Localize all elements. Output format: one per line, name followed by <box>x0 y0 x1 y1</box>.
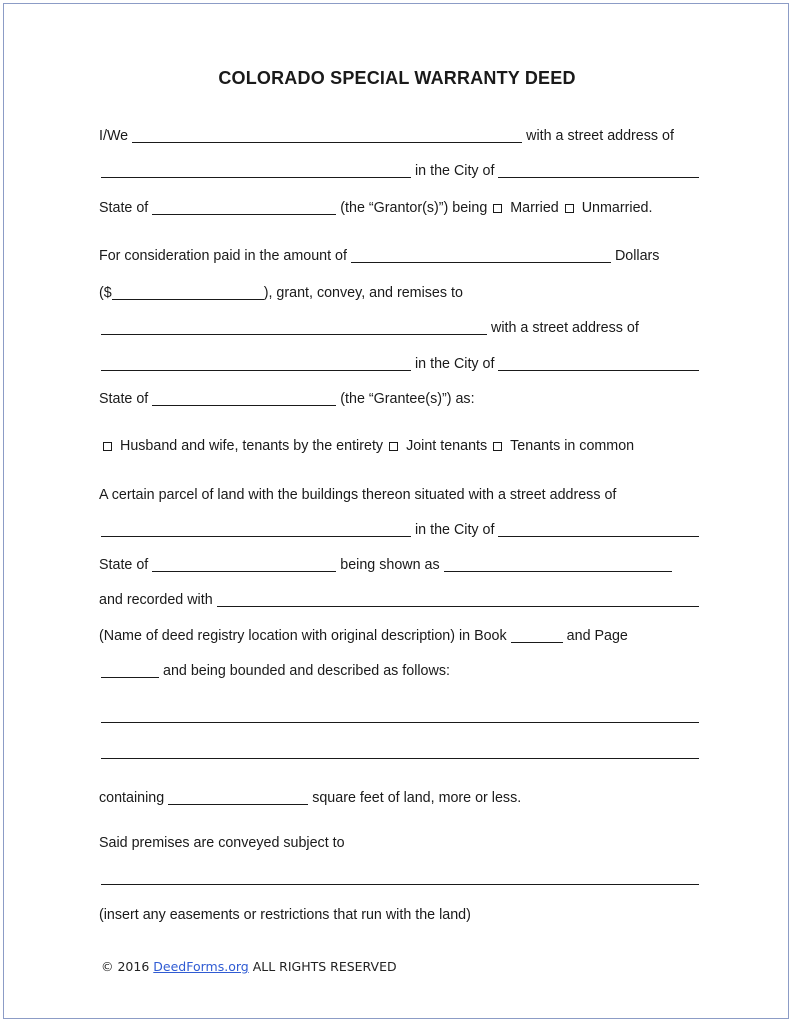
tenants-common-label: Tenants in common <box>510 438 635 454</box>
parcel-intro-text: A certain parcel of land with the buildings thereon situated with a street address of <box>99 487 617 503</box>
being-shown-field[interactable] <box>444 557 672 572</box>
grantee-street-field[interactable] <box>101 356 411 371</box>
grantor-city-field[interactable] <box>498 163 699 178</box>
parcel-state-label: State of <box>99 557 149 573</box>
married-checkbox[interactable] <box>493 204 502 213</box>
consideration-amount-field[interactable] <box>351 248 611 263</box>
grantee-city-label: in the City of <box>415 356 495 372</box>
and-page-label: and Page <box>566 628 628 644</box>
description-line-2[interactable] <box>101 758 699 759</box>
consideration-label: For consideration paid in the amount of <box>99 248 347 264</box>
registry-line <box>99 627 699 645</box>
grantee-name-field[interactable] <box>101 320 487 335</box>
grantee-state-line <box>99 390 699 408</box>
footer <box>101 959 397 974</box>
easements-note-line <box>99 906 699 924</box>
easements-note: (insert any easements or restrictions that run with the land) <box>99 907 471 923</box>
grantor-name-field[interactable] <box>132 128 522 143</box>
grantee-address-line <box>99 355 699 373</box>
document-title: COLORADO SPECIAL WARRANTY DEED <box>218 68 576 88</box>
city-label: in the City of <box>415 163 495 179</box>
registry-text: (Name of deed registry location with original description) in Book <box>99 628 507 644</box>
parcel-address-line <box>99 521 699 539</box>
married-label: Married <box>510 200 559 216</box>
containing-label: containing <box>99 790 165 806</box>
parcel-intro-line <box>99 486 699 504</box>
grantee-state-field[interactable] <box>152 391 336 406</box>
tenants-entirety-checkbox[interactable] <box>103 442 112 451</box>
iwe-label: I/We <box>99 128 129 144</box>
grantor-state-field[interactable] <box>152 200 336 215</box>
grantor-address-line <box>99 162 699 180</box>
grantee-state-label: State of <box>99 391 149 407</box>
state-label: State of <box>99 200 149 216</box>
grant-line <box>99 284 699 302</box>
joint-tenants-label: Joint tenants <box>406 438 488 454</box>
tenants-common-checkbox[interactable] <box>493 442 502 451</box>
description-line-1[interactable] <box>101 722 699 723</box>
parcel-state-line <box>99 556 699 574</box>
bounded-text: and being bounded and described as follows: <box>163 663 450 679</box>
deedforms-link[interactable]: DeedForms.org <box>153 959 249 974</box>
grantor-name-line <box>99 127 699 145</box>
deed-page <box>3 3 789 1019</box>
grantee-label: (the “Grantee(s)”) as: <box>340 391 475 407</box>
dollar-amount-field[interactable] <box>112 285 264 300</box>
recorded-with-label: and recorded with <box>99 592 213 608</box>
consideration-line <box>99 247 699 265</box>
recorded-with-field[interactable] <box>217 592 699 607</box>
bounded-line <box>99 662 699 680</box>
square-feet-field[interactable] <box>168 790 308 805</box>
street-address-label: with a street address of <box>526 128 674 144</box>
square-feet-label: square feet of land, more or less. <box>312 790 522 806</box>
recorded-line <box>99 591 699 609</box>
containing-line <box>99 789 699 807</box>
dollars-label: Dollars <box>614 248 660 264</box>
grantee-street-label: with a street address of <box>491 320 639 336</box>
joint-tenants-checkbox[interactable] <box>389 442 398 451</box>
parcel-city-field[interactable] <box>498 522 699 537</box>
grantee-name-line <box>99 319 699 337</box>
tenants-entirety-label: Husband and wife, tenants by the entirety <box>120 438 384 454</box>
parcel-city-label: in the City of <box>415 522 495 538</box>
grantor-state-line <box>99 199 699 217</box>
unmarried-checkbox[interactable] <box>565 204 574 213</box>
copyright-text: © 2016 <box>101 959 150 974</box>
being-shown-label: being shown as <box>340 557 440 573</box>
easements-line[interactable] <box>101 884 699 885</box>
unmarried-label: Unmarried. <box>581 200 653 216</box>
grantee-city-field[interactable] <box>498 356 699 371</box>
tenancy-line <box>99 437 699 455</box>
page-field[interactable] <box>101 663 159 678</box>
parcel-street-field[interactable] <box>101 522 411 537</box>
book-field[interactable] <box>511 628 563 643</box>
rights-text: ALL RIGHTS RESERVED <box>252 959 397 974</box>
grantor-label: (the “Grantor(s)”) being <box>340 200 488 216</box>
grant-text: ), grant, convey, and remises to <box>263 285 463 301</box>
parcel-state-field[interactable] <box>152 557 336 572</box>
subject-line <box>99 834 699 852</box>
grantor-street-field[interactable] <box>101 163 411 178</box>
dollar-paren-label: ($ <box>99 285 112 301</box>
subject-text: Said premises are conveyed subject to <box>99 835 345 851</box>
